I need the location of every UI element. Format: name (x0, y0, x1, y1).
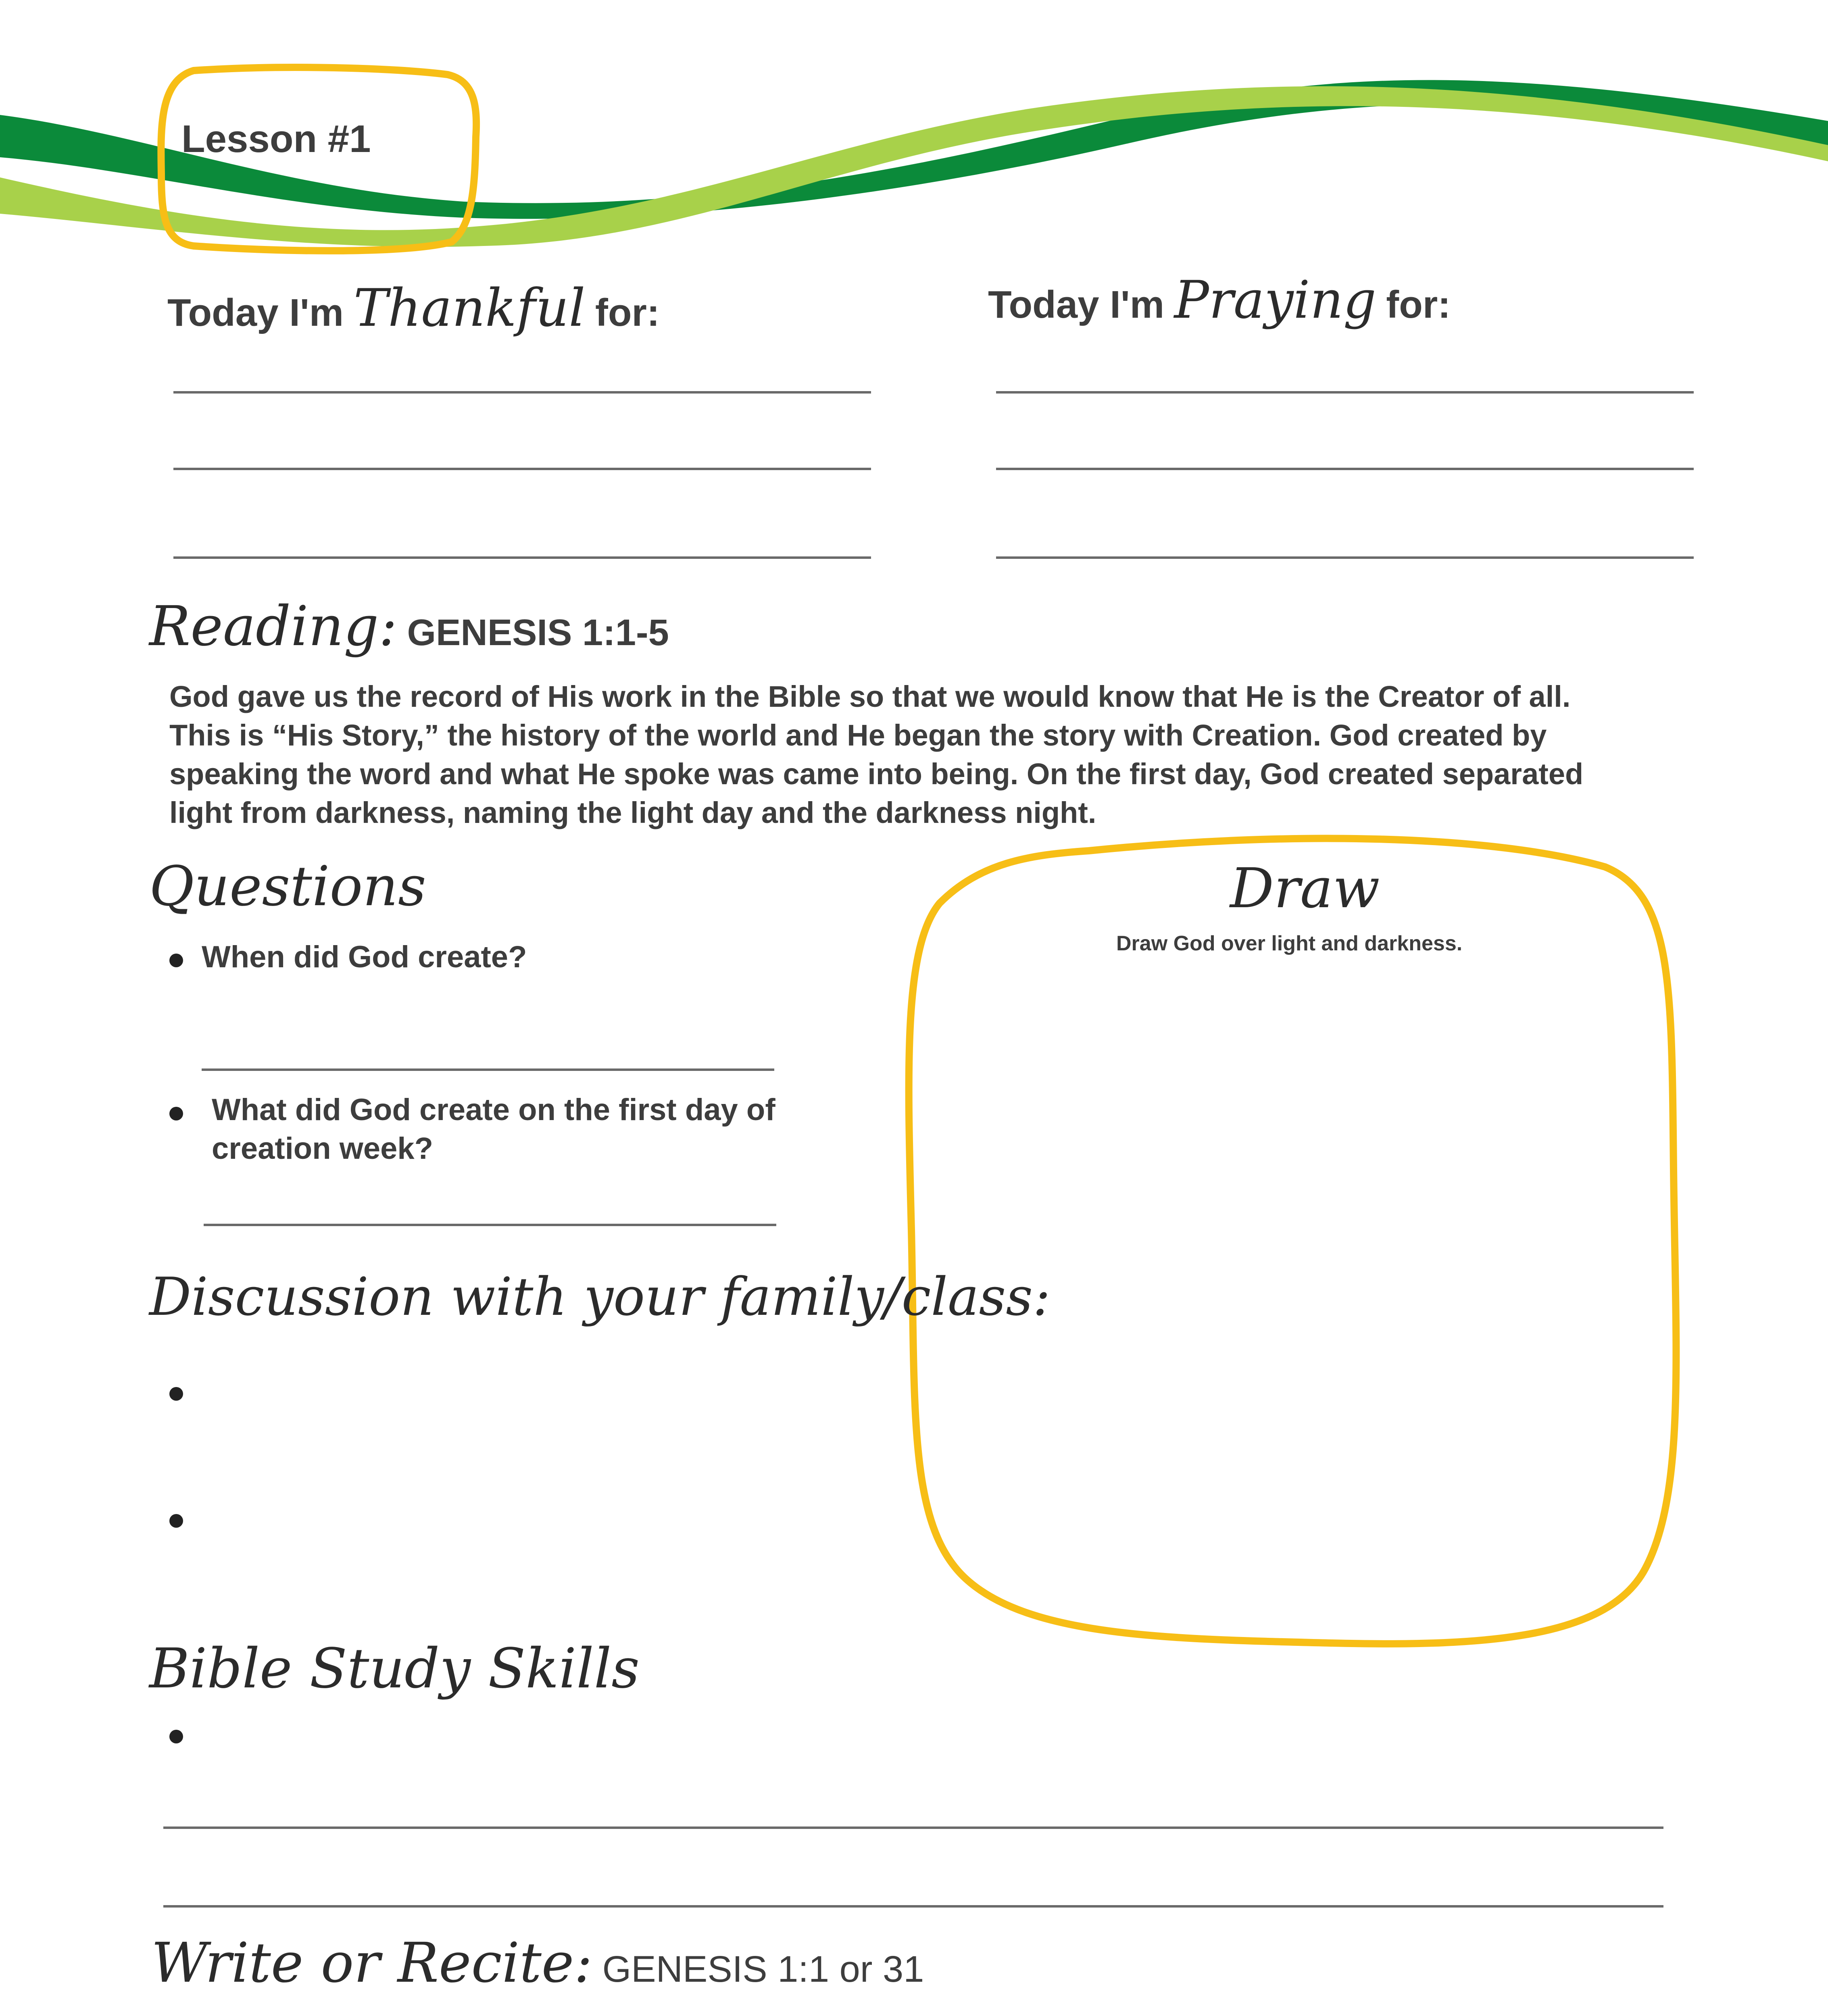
praying-heading (988, 270, 1451, 330)
thankful-line-2[interactable] (173, 468, 871, 470)
draw-title: Draw (1230, 857, 1380, 921)
question-1-answer-line[interactable] (202, 1068, 774, 1071)
thankful-script-word: Thankful (353, 278, 586, 338)
skills-line-1[interactable] (163, 1826, 1663, 1829)
question-2-text (212, 1091, 775, 1168)
praying-line-3[interactable] (996, 556, 1694, 559)
question-1-bullet (169, 954, 183, 967)
question-2-bullet (169, 1107, 183, 1120)
thankful-suffix: for: (595, 291, 660, 334)
thankful-prefix: Today I'm (167, 291, 344, 334)
reading-line-3: speaking the word and what He spoke was came into being. On the first day, God created separated (169, 757, 1584, 791)
recite-heading (151, 1931, 924, 1995)
discussion-bullet-2 (169, 1514, 183, 1528)
praying-script-word: Praying (1174, 270, 1376, 330)
recite-reference: GENESIS 1:1 or 31 (602, 1949, 924, 1990)
reading-line-1: God gave us the record of His work in the Bible so that we would know that He is the Creator of all. (169, 680, 1571, 713)
reading-line-4: light from darkness, naming the light day and the darkness night. (169, 796, 1096, 829)
questions-title: Questions (149, 855, 426, 918)
discussion-bullet-1 (169, 1387, 183, 1401)
praying-suffix: for: (1386, 283, 1451, 326)
lesson-label: Lesson #1 (181, 117, 371, 160)
thankful-heading (167, 278, 660, 338)
discussion-title: Discussion with your family/class: (149, 1266, 1051, 1327)
thankful-line-3[interactable] (173, 556, 871, 559)
recite-label: Write or Recite: (151, 1931, 593, 1995)
skills-line-2[interactable] (163, 1905, 1663, 1908)
reading-label: Reading: (149, 595, 397, 658)
skills-title: Bible Study Skills (149, 1637, 640, 1701)
reading-line-2: This is “His Story,” the history of the world and He began the story with Creation. God created by (169, 719, 1547, 752)
question-2-line-2: creation week? (212, 1131, 434, 1166)
draw-instruction: Draw God over light and darkness. (1116, 932, 1463, 955)
question-2-answer-line[interactable] (204, 1224, 776, 1226)
skills-bullet (169, 1730, 183, 1743)
praying-line-2[interactable] (996, 468, 1694, 470)
reading-reference: GENESIS 1:1-5 (407, 612, 669, 653)
praying-line-1[interactable] (996, 391, 1694, 394)
question-2-line-1: What did God create on the first day of (212, 1093, 775, 1127)
question-1-text: When did God create? (202, 940, 527, 974)
reading-heading (149, 595, 669, 658)
thankful-line-1[interactable] (173, 391, 871, 394)
reading-passage (169, 677, 1583, 832)
praying-prefix: Today I'm (988, 283, 1165, 326)
drawing-canvas[interactable] (936, 976, 1645, 1621)
